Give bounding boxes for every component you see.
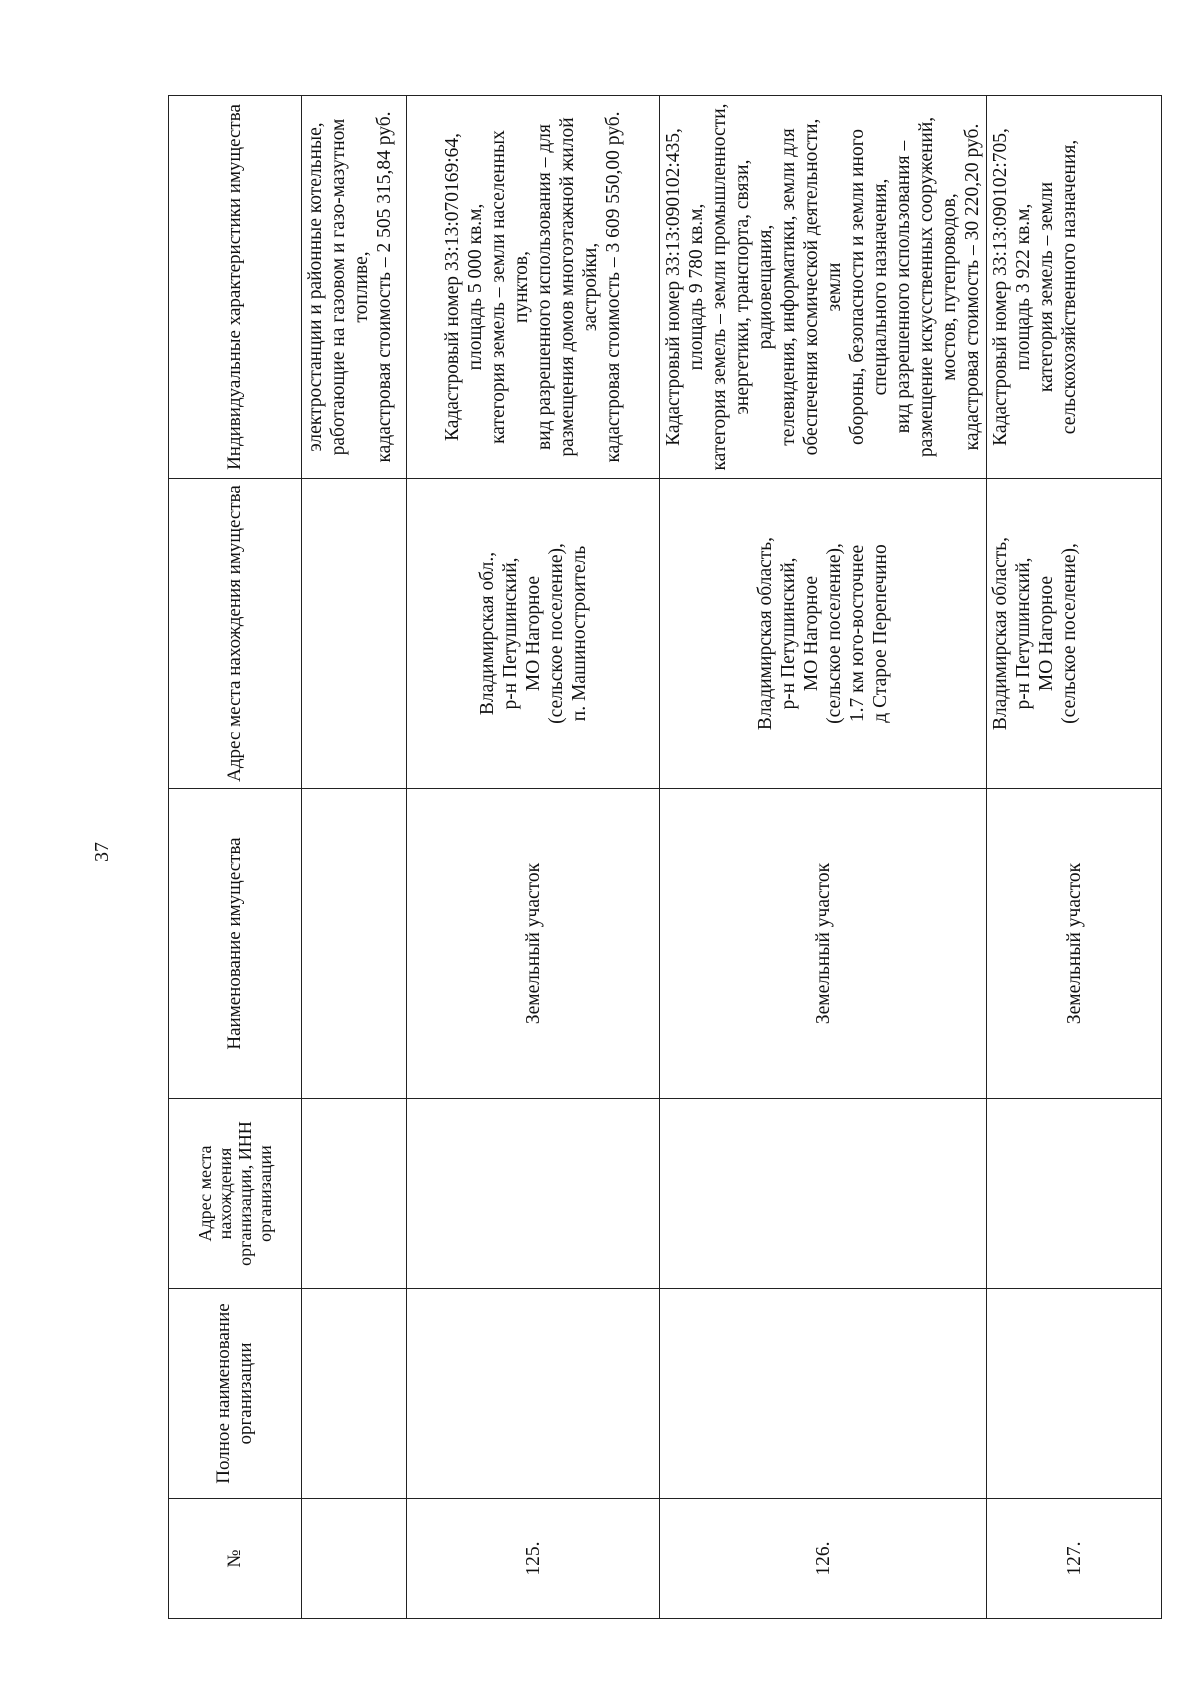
cell-characteristics	[987, 96, 1162, 479]
table-row	[407, 96, 660, 1619]
chars-line: размещения домов многоэтажной жилой	[557, 117, 578, 457]
cell-characteristics	[660, 96, 987, 479]
address-line: д Старое Перепечино	[870, 544, 891, 723]
chars-line: кадастровая стоимость – 30 220,20 руб.	[962, 123, 983, 451]
rotated-table	[168, 96, 1146, 1619]
header-prop-address: Адрес места нахождения имущества	[169, 479, 302, 789]
cell-prop-name	[302, 789, 407, 1099]
cell-org-address	[987, 1099, 1162, 1289]
cell-prop-address	[987, 479, 1162, 789]
header-row	[169, 96, 302, 1619]
address-line: р-н Петушинский,	[499, 557, 521, 710]
cell-num: 125.	[407, 1499, 660, 1619]
chars-line: специального назначения,	[870, 178, 891, 396]
chars-line: обороны, безопасности и земли иного	[847, 129, 868, 445]
cell-prop-address	[660, 479, 987, 789]
address-line: (сельское поселение),	[824, 543, 845, 724]
chars-line: обеспечения космической деятельности, земли	[801, 118, 845, 456]
address-line: (сельское поселение),	[1059, 543, 1080, 724]
chars-line: вид разрешенного использования – для	[534, 124, 555, 450]
chars-line: электростанции и районные котельные,	[305, 122, 326, 452]
chars-line: сельскохозяйственного назначения,	[1059, 139, 1080, 435]
address-line: р-н Петушинский,	[1013, 557, 1034, 710]
chars-line: работающие на газовом и газо-мазутном	[328, 118, 349, 456]
cell-org-address	[302, 1099, 407, 1289]
chars-line: Кадастровый номер 33:13:090102:705,	[990, 128, 1011, 446]
address-line: МО Нагорное	[522, 575, 544, 692]
cell-prop-name: Земельный участок	[407, 789, 660, 1099]
cell-prop-address	[302, 479, 407, 789]
cell-org-address	[407, 1099, 660, 1289]
cell-org-name	[987, 1289, 1162, 1499]
header-org-address: Адрес места нахождения организации, ИНН организации	[169, 1099, 302, 1289]
chars-line: мостов, путепроводов,	[939, 193, 960, 381]
chars-line: энергетики, транспорта, связи, радиовещания,	[732, 159, 776, 415]
cell-org-address	[660, 1099, 987, 1289]
chars-line: категория земель – земли	[1036, 181, 1057, 393]
address-line: 1.7 км юго-восточнее	[847, 544, 868, 723]
header-prop-name: Наименование имущества	[169, 789, 302, 1099]
chars-line: застройки,	[580, 242, 601, 332]
address-line: Владимирская область,	[990, 536, 1011, 731]
property-table	[168, 95, 1162, 1619]
chars-line: категория земель – земли населенных	[488, 130, 509, 444]
address-line: р-н Петушинский,	[778, 557, 799, 710]
address-line: Владимирская область,	[755, 536, 776, 731]
chars-line: пунктов,	[511, 251, 532, 323]
table-row	[660, 96, 987, 1619]
chars-line: вид разрешенного использования –	[893, 140, 914, 434]
header-characteristics: Индивидуальные характеристики имущества	[169, 96, 302, 479]
chars-line: категория земель – земли промышленности,	[709, 103, 730, 471]
cell-org-name	[302, 1289, 407, 1499]
cell-characteristics	[302, 96, 407, 479]
cell-characteristics	[407, 96, 660, 479]
chars-line: телевидения, информатики, земли для	[778, 128, 799, 446]
cell-org-name	[407, 1289, 660, 1499]
chars-line: площадь 5 000 кв.м,	[465, 203, 486, 371]
header-org-name: Полное наименование организации	[169, 1289, 302, 1499]
address-line: Владимирская обл.,	[476, 551, 498, 716]
cell-prop-name: Земельный участок	[987, 789, 1162, 1099]
cell-prop-name: Земельный участок	[660, 789, 987, 1099]
chars-line: площадь 3 922 кв.м,	[1013, 203, 1034, 371]
chars-line: топливе,	[351, 251, 372, 323]
address-line: (сельское поселение),	[545, 543, 567, 724]
address-line: МО Нагорное	[801, 575, 822, 692]
cell-num: 127.	[987, 1499, 1162, 1619]
cell-org-name	[660, 1289, 987, 1499]
chars-line: Кадастровый номер 33:13:090102:435,	[663, 128, 684, 446]
header-num: №	[169, 1499, 302, 1619]
address-line: п. Машиностроитель	[568, 545, 590, 722]
chars-line: площадь 9 780 кв.м,	[686, 203, 707, 371]
chars-line: размещение искусственных сооружений,	[916, 116, 937, 458]
chars-line: Кадастровый номер 33:13:070169:64,	[442, 132, 463, 442]
cell-num	[302, 1499, 407, 1619]
table-row	[987, 96, 1162, 1619]
chars-line: кадастровая стоимость – 2 505 315,84 руб.	[374, 111, 395, 463]
cell-num: 126.	[660, 1499, 987, 1619]
page-number: 37	[91, 842, 113, 862]
table-row-continuation	[302, 96, 407, 1619]
table-container	[168, 96, 1146, 1619]
address-line: МО Нагорное	[1036, 575, 1057, 692]
cell-prop-address	[407, 479, 660, 789]
chars-line: кадастровая стоимость – 3 609 550,00 руб.	[603, 111, 624, 463]
